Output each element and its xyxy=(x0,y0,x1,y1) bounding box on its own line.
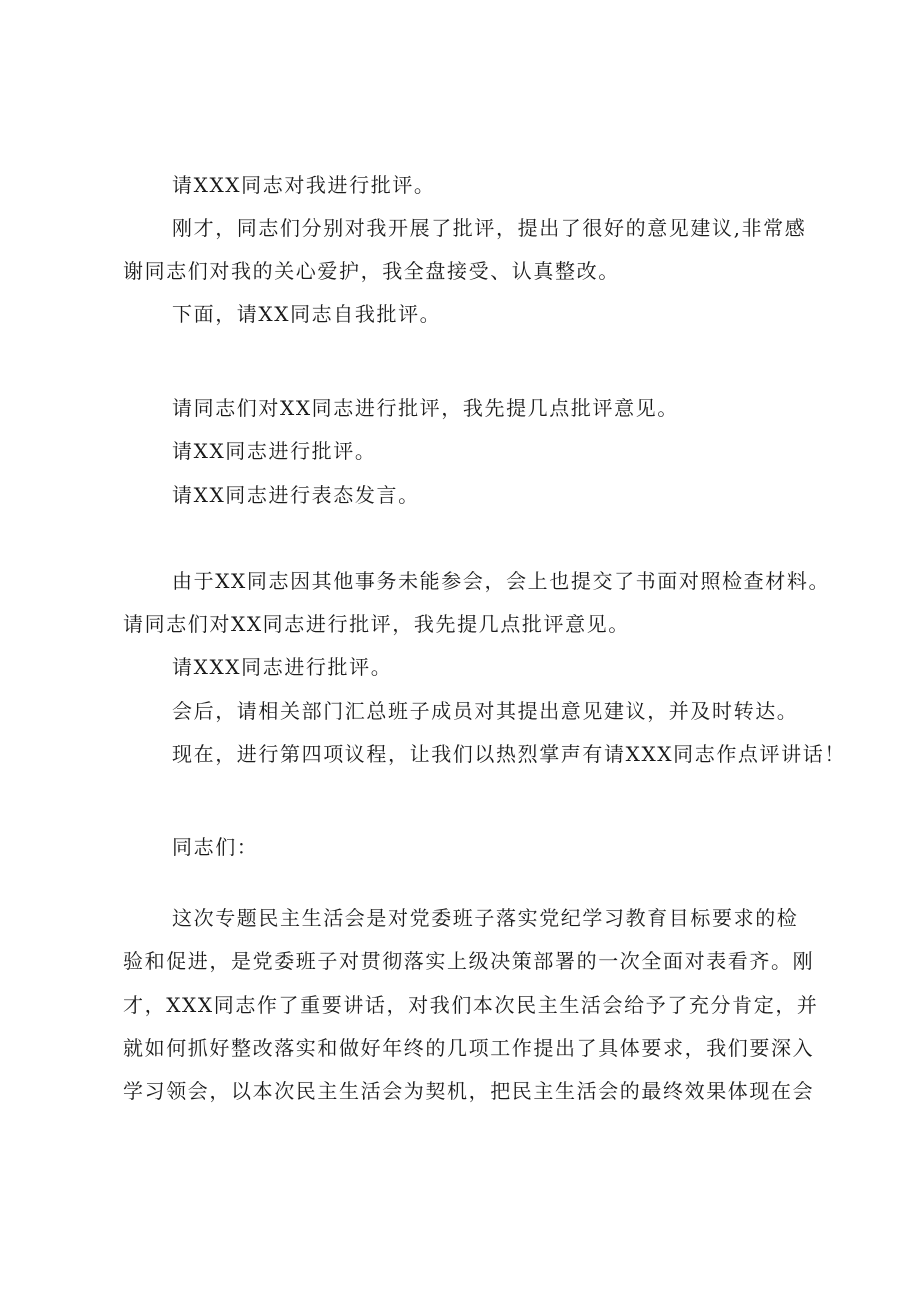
paragraph-line: 学习领会，以本次民主生活会为契机，把民主生活会的最终效果体现在会 xyxy=(123,1079,815,1103)
paragraph-line: 请XXX同志对我进行批评。 xyxy=(172,173,436,197)
paragraph-line: 现在，进行第四项议程，让我们以热烈掌声有请XXX同志作点评讲话！ xyxy=(172,742,846,766)
paragraph-line: 刚才，同志们分别对我开展了批评，提出了很好的意见建议,非常感 xyxy=(172,216,807,240)
paragraph-line: 会后，请相关部门汇总班子成员对其提出意见建议，并及时转达。 xyxy=(172,699,799,723)
paragraph-line: 这次专题民主生活会是对党委班子落实党纪学习教育目标要求的检 xyxy=(172,906,799,930)
paragraph-line: 请同志们对XX同志进行批评，我先提几点批评意见。 xyxy=(123,612,630,636)
paragraph-line: 谢同志们对我的关心爱护，我全盘接受、认真整改。 xyxy=(123,259,620,283)
paragraph-line: 才，XXX同志作了重要讲话，对我们本次民主生活会给予了充分肯定，并 xyxy=(123,993,819,1017)
paragraph-line: 由于XX同志因其他事务未能参会，会上也提交了书面对照检查材料。 xyxy=(172,569,831,593)
paragraph-line: 请XXX同志进行批评。 xyxy=(172,655,393,679)
paragraph-line: 就如何抓好整改落实和做好年终的几项工作提出了具体要求，我们要深入 xyxy=(123,1036,815,1060)
paragraph-line: 请XX同志进行表态发言。 xyxy=(172,483,420,507)
paragraph-line: 下面，请XX同志自我批评。 xyxy=(172,302,442,326)
paragraph-line: 请同志们对XX同志进行批评，我先提几点批评意见。 xyxy=(172,396,679,420)
salutation: 同志们： xyxy=(172,835,259,859)
paragraph-line: 验和促进，是党委班子对贯彻落实上级决策部署的一次全面对表看齐。刚 xyxy=(123,949,815,973)
paragraph-line: 请XX同志进行批评。 xyxy=(172,439,377,463)
